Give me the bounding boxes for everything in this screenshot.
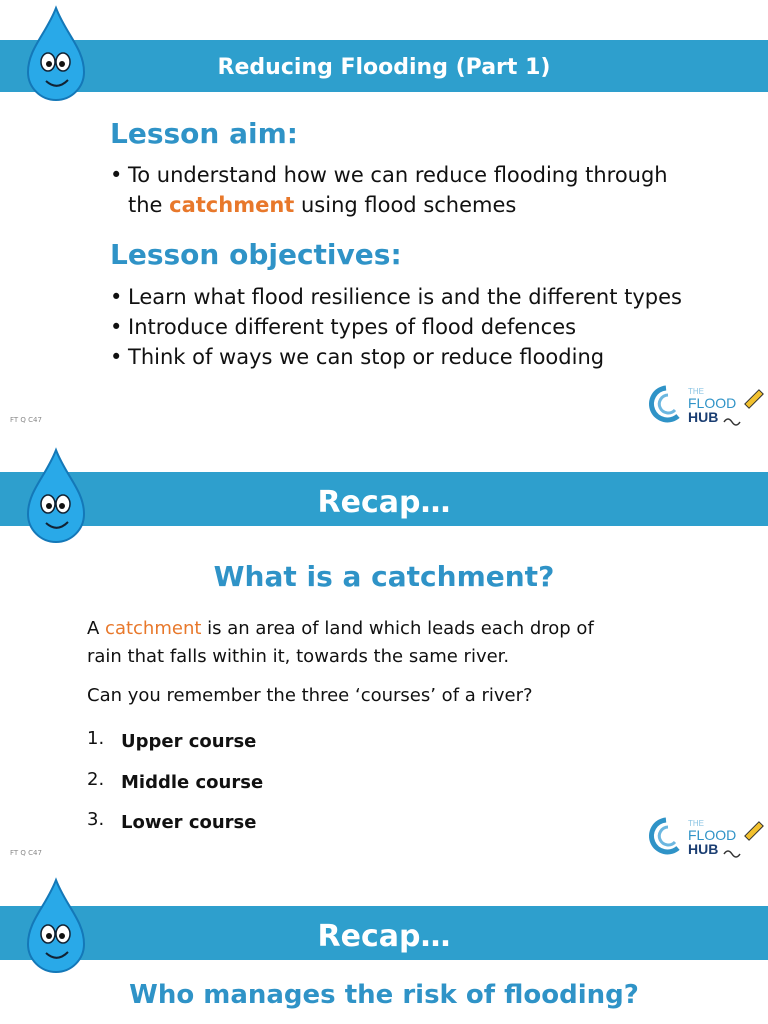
slide-code: FT Q C47 — [10, 416, 42, 424]
flood-hub-logo — [648, 382, 766, 430]
slide-2-title: Recap… — [317, 485, 451, 520]
logo-hub-text: HUB — [688, 409, 719, 425]
slide-code: FT Q C47 — [10, 849, 42, 857]
lesson-aim-heading: Lesson aim: — [110, 117, 298, 150]
water-drop-mascot-icon — [24, 446, 88, 546]
slide-3-question: Who manages the risk of flooding? — [129, 980, 639, 1010]
water-drop-mascot-icon — [24, 4, 88, 104]
objective-item: • Think of ways we can stop or reduce flooding — [110, 342, 730, 372]
logo-flood-text: FLOOD — [688, 395, 737, 411]
river-courses-list — [87, 728, 387, 850]
catchment-definition: A catchment is an area of land which leads each drop of rain that falls within it, towards the same river. — [87, 618, 594, 667]
objective-item: • Learn what flood resilience is and the different types — [110, 282, 730, 312]
slide-2 — [0, 440, 768, 870]
logo-the-text: THE — [688, 819, 704, 828]
objective-item: • Introduce different types of flood defences — [110, 312, 730, 342]
lesson-objectives-list — [110, 282, 730, 372]
logo-flood-text: FLOOD — [688, 827, 737, 843]
slide-3-title: Recap… — [317, 919, 451, 954]
slide-3-title-banner — [0, 906, 768, 960]
flood-hub-logo — [648, 814, 766, 862]
logo-the-text: THE — [688, 387, 704, 396]
lesson-aim-item: • To understand how we can reduce flooding through the catchment using flood schemes — [110, 160, 690, 220]
catchment-highlight: catchment — [169, 193, 295, 217]
slide-1-title: Reducing Flooding (Part 1) — [217, 55, 551, 80]
slide-2-question: What is a catchment? — [213, 560, 555, 593]
logo-hub-text: HUB — [688, 841, 719, 857]
water-drop-mascot-icon — [24, 876, 88, 976]
lesson-aim-list — [110, 160, 690, 220]
slide-2-title-banner — [0, 472, 768, 526]
lesson-objectives-heading: Lesson objectives: — [110, 238, 402, 271]
course-item: 2. Middle course — [87, 768, 264, 793]
slide-1-title-banner — [0, 40, 768, 92]
slide-1 — [0, 0, 768, 440]
course-item: 1. Upper course — [87, 728, 257, 752]
catchment-highlight: catchment — [105, 618, 202, 639]
slide-3 — [0, 870, 768, 1024]
courses-prompt: Can you remember the three ‘courses’ of a river? — [87, 685, 533, 706]
course-item: 3. Lower course — [87, 809, 257, 833]
